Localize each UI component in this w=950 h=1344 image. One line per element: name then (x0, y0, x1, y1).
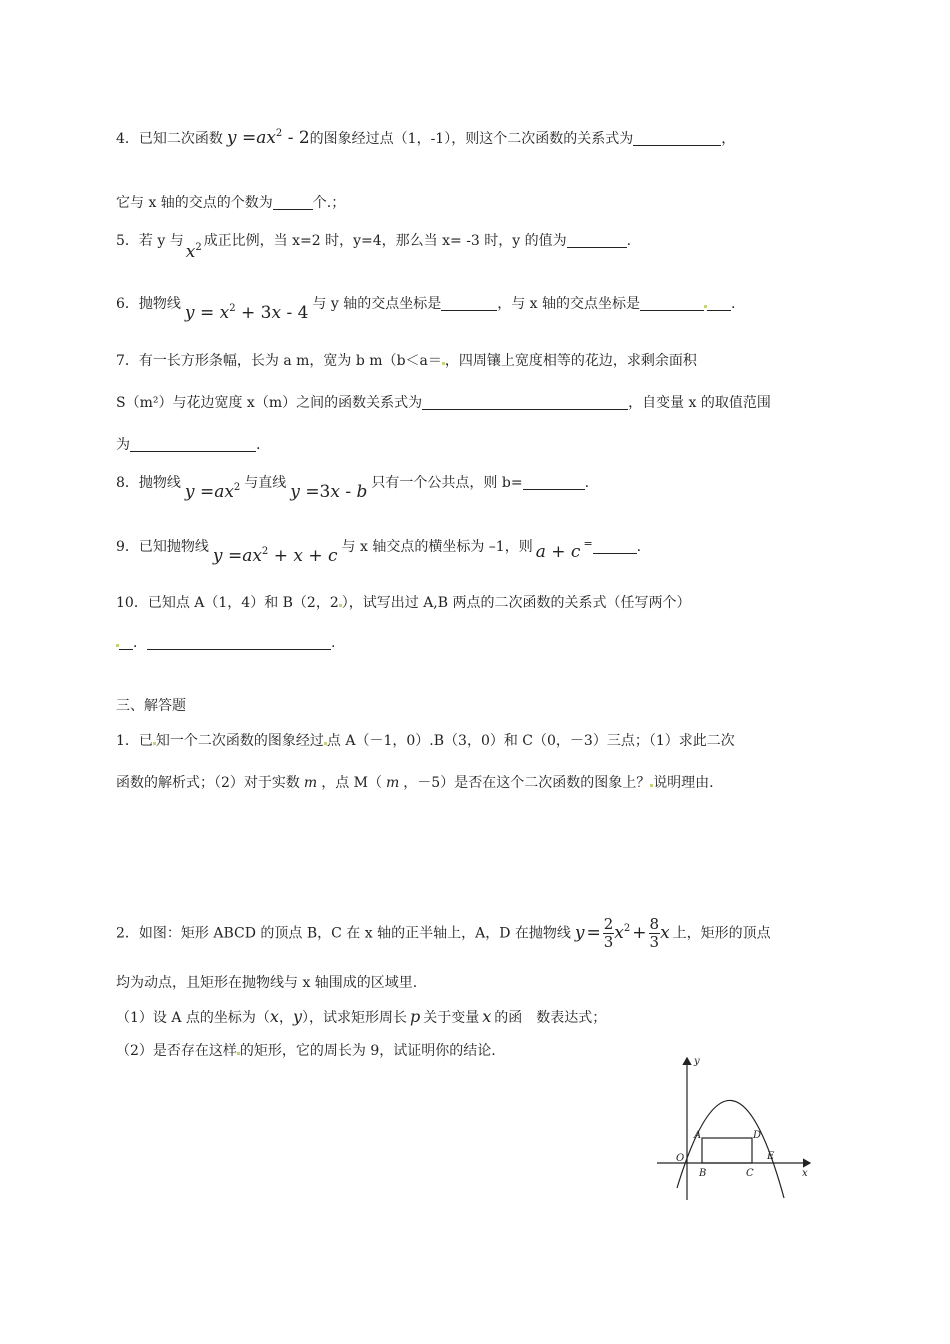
q7-suffix: . (256, 437, 261, 453)
q8-text-2: 只有一个公共点，则 b= (371, 475, 523, 491)
question-10-line-1 (116, 593, 691, 613)
q5-answer-blank[interactable] (567, 233, 627, 248)
p2-text-3: 均为动点，且矩形在抛物线与 x 轴围成的区域里. (116, 975, 418, 991)
q9-formula-1: $y =ax^2 + x + c$ (212, 546, 338, 566)
p1-text-2: 知一个二次函数的图象经过 (155, 733, 324, 749)
label-point-c: C (746, 1168, 754, 1179)
problem-2-line-2 (116, 973, 417, 993)
p2-var-y: y (574, 922, 585, 943)
p2-var-x-2: x (269, 1007, 279, 1026)
p2-plus: + (632, 922, 647, 943)
q9-formula-2: a + c (535, 542, 581, 562)
p2-frac2-den: 3 (649, 933, 660, 951)
p2-text-8: （2）是否存在这样 (116, 1043, 237, 1059)
q10-answer-blank-2[interactable] (147, 635, 331, 650)
p2-text-6: 关于变量 (423, 1010, 480, 1026)
question-10-line-2 (116, 633, 335, 653)
p2-text-1: 2．如图：矩形 ABCD 的顶点 B，C 在 x 轴的正半轴上，A，D 在抛物线 (116, 925, 571, 942)
label-y-axis: y (694, 1056, 700, 1067)
p2-frac1-num: 2 (603, 915, 614, 933)
q7-answer-blank-1[interactable] (422, 395, 628, 410)
label-x-axis: x (802, 1168, 808, 1179)
q9-text-1: 与 x 轴交点的横坐标为 –1，则 (341, 539, 533, 555)
q7-text-1: 7．有一长方形条幅，长为 a m，宽为 b m（b＜a＝ (116, 353, 442, 369)
q4-suffix: ， (721, 131, 736, 147)
q6-prefix: 6．抛物线 (116, 296, 181, 312)
p2-text-9: 的矩形，它的周长为 9，试证明你的结论. (239, 1043, 496, 1059)
q4-formula: $y =ax^2 - 2$ (226, 128, 310, 148)
label-point-d: D (753, 1130, 762, 1141)
p2-text-7: 的函 数表达式； (494, 1010, 607, 1026)
problem-2-line-1 (116, 916, 771, 951)
q6-suffix: . (731, 296, 736, 312)
label-origin: O (676, 1153, 685, 1164)
p1-var-m-1: m (303, 775, 318, 791)
p2-text-2: 上，矩形的顶点 (672, 925, 771, 942)
question-7-line-2 (116, 393, 771, 413)
label-point-e: E (767, 1151, 775, 1162)
p2-comma: ， (278, 1010, 293, 1026)
q10-text-3: ． (133, 635, 147, 651)
q8-text-1: 与直线 (244, 475, 287, 491)
p2-var-x-3: x (482, 1007, 492, 1026)
problem-1-line-2 (116, 773, 714, 793)
q5-prefix: 5．若 y 与 (116, 233, 184, 249)
p2-text-5: ），试求矩形周长 (302, 1010, 407, 1026)
p2-var-p: p (410, 1007, 421, 1026)
p2-fraction-1 (603, 916, 615, 951)
q5-formula: $x^2$ (185, 242, 202, 262)
p1-text-4: 函数的解析式；（2）对于实数 (116, 775, 300, 791)
problem-2-line-4 (116, 1041, 496, 1061)
q7-text-3: S（m²）与花边宽度 x（m）之间的函数关系式为 (116, 395, 423, 411)
q10-text-2: ），试写出过 A,B 两点的二次函数的关系式（任写两个） (341, 595, 691, 611)
q8-formula-1: $y =ax^2$ (184, 482, 241, 502)
p1-var-m-2: m (386, 775, 400, 791)
q7-text-5: 为 (116, 437, 130, 453)
q4-text: 的图象经过点（1，-1），则这个二次函数的关系式为 (309, 131, 634, 147)
section-3-heading (116, 696, 186, 716)
question-6 (116, 293, 736, 323)
q6-text-2: ，与 x 轴的交点坐标是 (497, 296, 641, 312)
q9-text-2: = (583, 537, 593, 550)
p2-frac1-den: 3 (603, 933, 614, 951)
p1-text-1: 1．已 (116, 733, 153, 749)
q4-answer-blank-1[interactable] (633, 131, 721, 146)
q6-text-1: 与 y 轴的交点坐标是 (312, 296, 442, 312)
q5-text: 成正比例，当 x=2 时，y=4，那么当 x= -3 时，y 的值为 (203, 233, 567, 249)
question-9 (116, 534, 642, 566)
q10-text-1: 10．已知点 A（1，4）和 B（2，2 (116, 595, 339, 611)
question-5 (116, 230, 632, 262)
p1-text-7: 说明理由. (653, 775, 714, 791)
p1-text-3: 点 A（－1，0）.B（3，0）和 C（0，－3）三点；（1）求此二次 (326, 733, 735, 749)
q6-answer-blank-3[interactable] (707, 296, 731, 311)
p1-text-6: ，－5）是否在这个二次函数的图象上？ (403, 775, 651, 791)
q6-answer-blank-1[interactable] (441, 296, 497, 311)
q5-suffix: . (626, 233, 632, 249)
problem-2-line-3 (116, 1007, 606, 1028)
label-point-b: B (699, 1168, 707, 1179)
q9-suffix: . (636, 539, 642, 555)
q7-text-4: ，自变量 x 的取值范围 (628, 395, 771, 411)
q8-suffix: . (584, 475, 590, 491)
p2-var-y-2: y (292, 1007, 302, 1026)
parabola-rectangle-figure (652, 1048, 822, 1212)
q4-answer-blank-2[interactable] (273, 195, 313, 210)
p2-x-squared: $x^2$ (614, 922, 631, 943)
question-7-line-3 (116, 435, 260, 455)
section-3-title: 三、解答题 (116, 698, 186, 714)
p2-fraction-2 (649, 916, 661, 951)
question-4-line-2 (116, 193, 345, 213)
q10-answer-blank-1[interactable] (119, 635, 133, 650)
q9-answer-blank[interactable] (593, 539, 637, 554)
q10-suffix: . (331, 635, 336, 651)
q7-text-2: ，四周镶上宽度相等的花边，求剩余面积 (444, 353, 697, 369)
problem-1-line-1 (116, 731, 735, 751)
q4-line2-text: 它与 x 轴的交点的个数为 (116, 195, 273, 211)
p2-var-x: x (660, 922, 670, 943)
q7-answer-blank-2[interactable] (130, 437, 256, 452)
question-7-line-1 (116, 351, 697, 371)
parabola-curve (677, 1100, 784, 1198)
q6-answer-blank-2[interactable] (640, 296, 704, 311)
label-point-a: A (694, 1130, 702, 1141)
p2-text-4: （1）设 A 点的坐标为（ (116, 1010, 270, 1026)
q8-formula-2: y =3x - b (290, 482, 368, 502)
question-8 (116, 472, 590, 502)
q6-formula: $y = x^2 + 3x - 4$ (184, 303, 309, 323)
p2-equals: = (586, 922, 601, 943)
p1-text-5: ，点 M（ (321, 775, 382, 791)
q9-prefix: 9．已知抛物线 (116, 539, 209, 555)
q8-prefix: 8．抛物线 (116, 475, 181, 491)
question-4-line-1 (116, 128, 735, 149)
q4-line2-suffix: 个.； (312, 195, 346, 211)
rectangle-abcd (702, 1138, 752, 1163)
q4-prefix: 4．已知二次函数 (116, 131, 223, 147)
figure-svg (652, 1048, 822, 1208)
q8-answer-blank[interactable] (523, 475, 585, 490)
p2-frac2-num: 8 (649, 915, 660, 933)
